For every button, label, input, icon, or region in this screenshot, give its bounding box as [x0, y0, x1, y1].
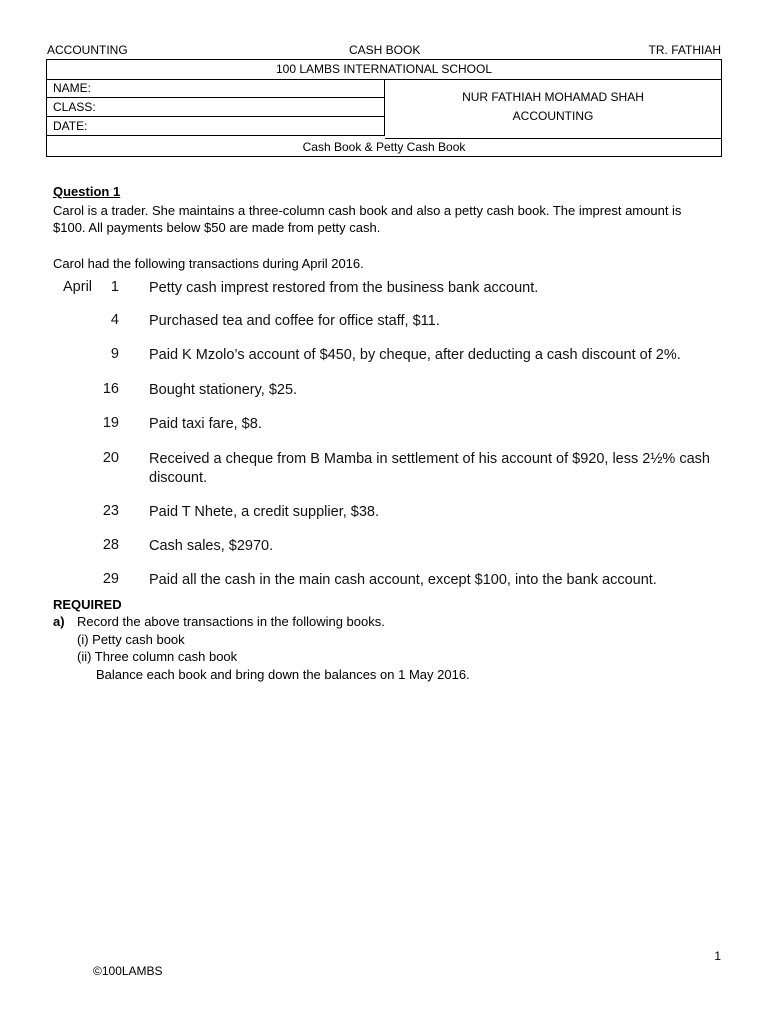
- required-item-ii: (ii) Three column cash book: [77, 649, 238, 664]
- transaction-text: Paid K Mzolo’s account of $450, by cheque, after deducting a cash discount of 2%.: [149, 347, 681, 363]
- transaction-day: 20: [102, 450, 119, 466]
- transaction-day: 29: [102, 571, 119, 587]
- required-balance-note: Balance each book and bring down the balances on 1 May 2016.: [96, 667, 470, 682]
- header-right: TR. FATHIAH: [648, 43, 721, 57]
- transaction-day: 16: [102, 381, 119, 397]
- transaction-day: 9: [110, 346, 119, 362]
- required-part-text: Record the above transactions in the following books.: [77, 614, 385, 629]
- question-lead: Carol had the following transactions during April 2016.: [53, 256, 364, 271]
- transaction-text: Paid T Nhete, a credit supplier, $38.: [149, 504, 379, 520]
- transaction-text: Paid taxi fare, $8.: [149, 416, 262, 432]
- question-intro: Carol is a trader. She maintains a three-column cash book and also a petty cash book. The imprest amount is $100. All payments below $50 are made from petty cash.: [53, 203, 682, 235]
- question-title: Question 1: [53, 184, 121, 199]
- copyright-footer: ©100LAMBS: [93, 964, 163, 978]
- transaction-text: Petty cash imprest restored from the business bank account.: [149, 280, 539, 296]
- header-left: ACCOUNTING: [47, 43, 128, 57]
- class-field: CLASS:: [47, 98, 385, 117]
- page-number: 1: [714, 949, 721, 963]
- subject-name: ACCOUNTING: [512, 109, 594, 123]
- transaction-text: Purchased tea and coffee for office staff, $11.: [149, 313, 440, 329]
- header-center: CASH BOOK: [349, 43, 421, 57]
- teacher-info: [385, 79, 721, 139]
- date-field: DATE:: [47, 117, 385, 136]
- school-name: 100 LAMBS INTERNATIONAL SCHOOL: [47, 60, 721, 80]
- transaction-text: Bought stationery, $25.: [149, 382, 298, 398]
- transaction-day: 23: [102, 503, 119, 519]
- transaction-day: 1: [110, 279, 119, 295]
- transaction-text: Paid all the cash in the main cash account, except $100, into the bank account.: [149, 572, 657, 588]
- transaction-day: 28: [102, 537, 119, 553]
- transaction-day: 4: [110, 312, 119, 328]
- name-field: NAME:: [47, 79, 385, 98]
- worksheet-subtitle: Cash Book & Petty Cash Book: [302, 140, 466, 154]
- transaction-text: Received a cheque from B Mamba in settlement of his account of $920, less 2½% cash discount.: [149, 451, 710, 486]
- teacher-name: NUR FATHIAH MOHAMAD SHAH: [462, 90, 644, 104]
- student-info-box: [46, 59, 722, 157]
- required-heading: REQUIRED: [53, 597, 122, 612]
- required-part-label: a): [53, 614, 65, 629]
- transaction-month: April: [63, 279, 93, 295]
- transaction-day: 19: [102, 415, 119, 431]
- transaction-text: Cash sales, $2970.: [149, 538, 274, 554]
- required-item-i: (i) Petty cash book: [77, 632, 185, 647]
